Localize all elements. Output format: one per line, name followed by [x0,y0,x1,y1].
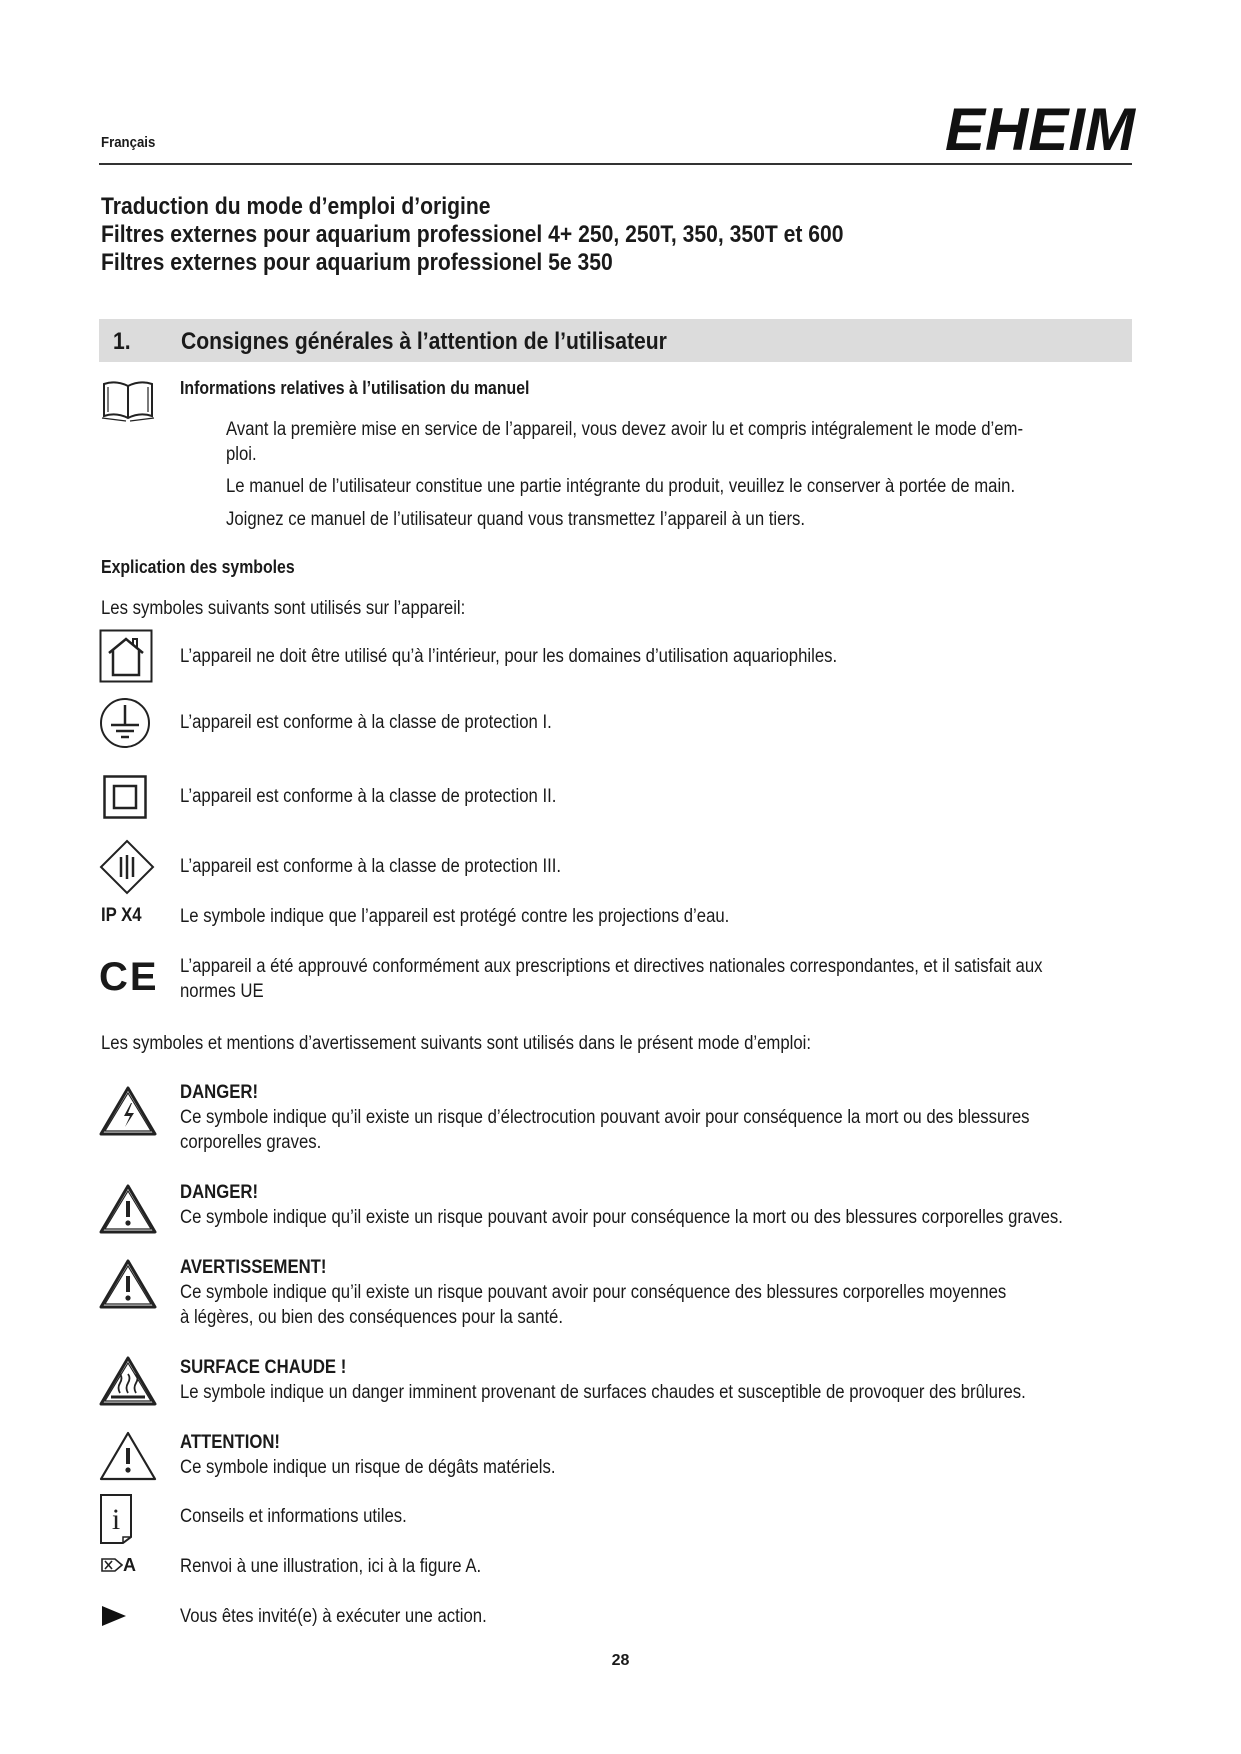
warning-avertissement-title: AVERTISSEMENT! [180,1257,327,1278]
section-heading-bar [99,319,1132,362]
figure-reference-label: Renvoi à une illustration, ici à la figure A. [180,1556,482,1577]
class3-diamond-icon [99,839,155,895]
warning-danger-electric-line1: Ce symbole indique qu’il existe un risque d’électrocution pouvant avoir pour conséquence la mort ou des blessures [180,1107,1030,1128]
symbol-ce-line2: normes UE [180,981,264,1002]
figure-reference-letter: A [123,1555,136,1575]
warning-danger-electric-line2: corporelles graves. [180,1132,322,1153]
manual-info-p1-line2: ploi. [226,444,257,465]
warning-danger-electric-text [180,1080,1132,1155]
symbol-ipx4-label: Le symbole indique que l’appareil est protégé contre les projections d’eau. [180,906,730,927]
warning-danger-title: DANGER! [180,1182,259,1203]
symbol-class1-label: L’appareil est conforme à la classe de protection I. [180,712,552,733]
tips-text [180,1504,1132,1529]
warning-avertissement-line2: à légères, ou bien des conséquences pour la santé. [180,1307,563,1328]
title-line-2: Filtres externes pour aquarium professionel 4+ 250, 250T, 350, 350T et 600 [101,221,844,248]
warning-hot-surface-title: SURFACE CHAUDE ! [180,1357,347,1378]
page-number: 28 [611,1652,630,1669]
language-label: Français [101,134,156,151]
section-title: Consignes générales à l’attention de l’utilisateur [181,328,667,355]
info-note-glyph: i [111,1503,121,1536]
title-line-3: Filtres externes pour aquarium professionel 5e 350 [101,249,613,276]
warning-danger-text [180,1180,1132,1230]
warning-hot-surface-body: Le symbole indique un danger imminent provenant de surfaces chaudes et susceptible de provoquer des brûlures. [180,1382,1026,1403]
symbols-intro: Les symboles suivants sont utilisés sur l’appareil: [101,598,466,619]
action-arrow-icon [101,1605,127,1627]
eheim-logo-text: EHEIM [945,100,1138,156]
hot-surface-icon [99,1355,157,1407]
symbol-class2-text [180,784,1132,809]
title-line-1: Traduction du mode d’emploi d’origine [101,193,491,220]
info-note-icon [99,1493,133,1545]
header-divider [99,163,1132,165]
manual-info-paragraph-2 [226,474,1126,499]
action-text [180,1604,1132,1629]
warning-avertissement-line1: Ce symbole indique qu’il existe un risque pouvant avoir pour conséquence des blessures corporelles moyennes [180,1282,1007,1303]
figure-reference-text [180,1554,1132,1579]
avertissement-warning-icon [99,1258,157,1310]
symbol-ce-line1: L’appareil a été approuvé conformément aux prescriptions et directives nationales correspondantes, et il satisfait aux [180,956,1043,977]
symbol-class3-label: L’appareil est conforme à la classe de protection III. [180,856,562,877]
book-icon [100,378,156,422]
manual-info-paragraph-1 [226,417,1126,467]
symbols-heading: Explication des symboles [101,557,295,577]
warning-danger-body: Ce symbole indique qu’il existe un risque pouvant avoir pour conséquence la mort ou des blessures corporelles graves. [180,1207,1063,1228]
protective-earth-icon [99,697,151,749]
manual-info-p2-text: Le manuel de l’utilisateur constitue une partie intégrante du produit, veuillez le conserver à portée de main. [226,476,1016,497]
warning-attention-title: ATTENTION! [180,1432,281,1453]
danger-warning-icon [99,1183,157,1235]
manual-info-heading: Informations relatives à l’utilisation du manuel [180,378,530,398]
symbol-class3-text [180,854,1132,879]
symbol-class1-text [180,710,1132,735]
document-title [101,193,945,277]
symbol-indoor-text [180,644,1132,669]
tips-label: Conseils et informations utiles. [180,1506,407,1527]
manual-info-p3-text: Joignez ce manuel de l’utilisateur quand vous transmettez l’appareil à un tiers. [226,509,806,530]
symbol-ipx4-text [180,904,1132,929]
ipx4-label: IP X4 [101,905,142,926]
indoor-use-icon [99,629,153,683]
manual-info-p1-line1: Avant la première mise en service de l’appareil, vous devez avoir lu et compris intégralement le mode d’em- [226,419,1024,440]
warning-danger-electric-title: DANGER! [180,1082,259,1103]
figure-reference-symbol [101,1555,136,1576]
manual-info-paragraph-3 [226,507,1126,532]
symbol-indoor-label: L’appareil ne doit être utilisé qu’à l’intérieur, pour les domaines d’utilisation aquariophiles. [180,646,838,667]
action-label: Vous êtes invité(e) à exécuter une action. [180,1606,487,1627]
warnings-intro: Les symboles et mentions d’avertissement suivants sont utilisés dans le présent mode d’emploi: [101,1033,812,1054]
symbol-ce-text [180,954,1132,1004]
warning-attention-text [180,1430,1132,1480]
section-number: 1. [113,328,131,355]
symbol-class2-label: L’appareil est conforme à la classe de protection II. [180,786,557,807]
warning-hot-surface-text [180,1355,1132,1405]
attention-warning-icon [99,1430,157,1482]
warning-attention-body: Ce symbole indique un risque de dégâts matériels. [180,1457,556,1478]
warning-avertissement-text [180,1255,1132,1330]
eheim-logo [941,100,1141,156]
figure-reference-icon [101,1557,123,1573]
electric-hazard-icon [99,1085,157,1137]
ce-mark-icon: CE [99,955,159,999]
double-insulation-icon [103,775,147,819]
